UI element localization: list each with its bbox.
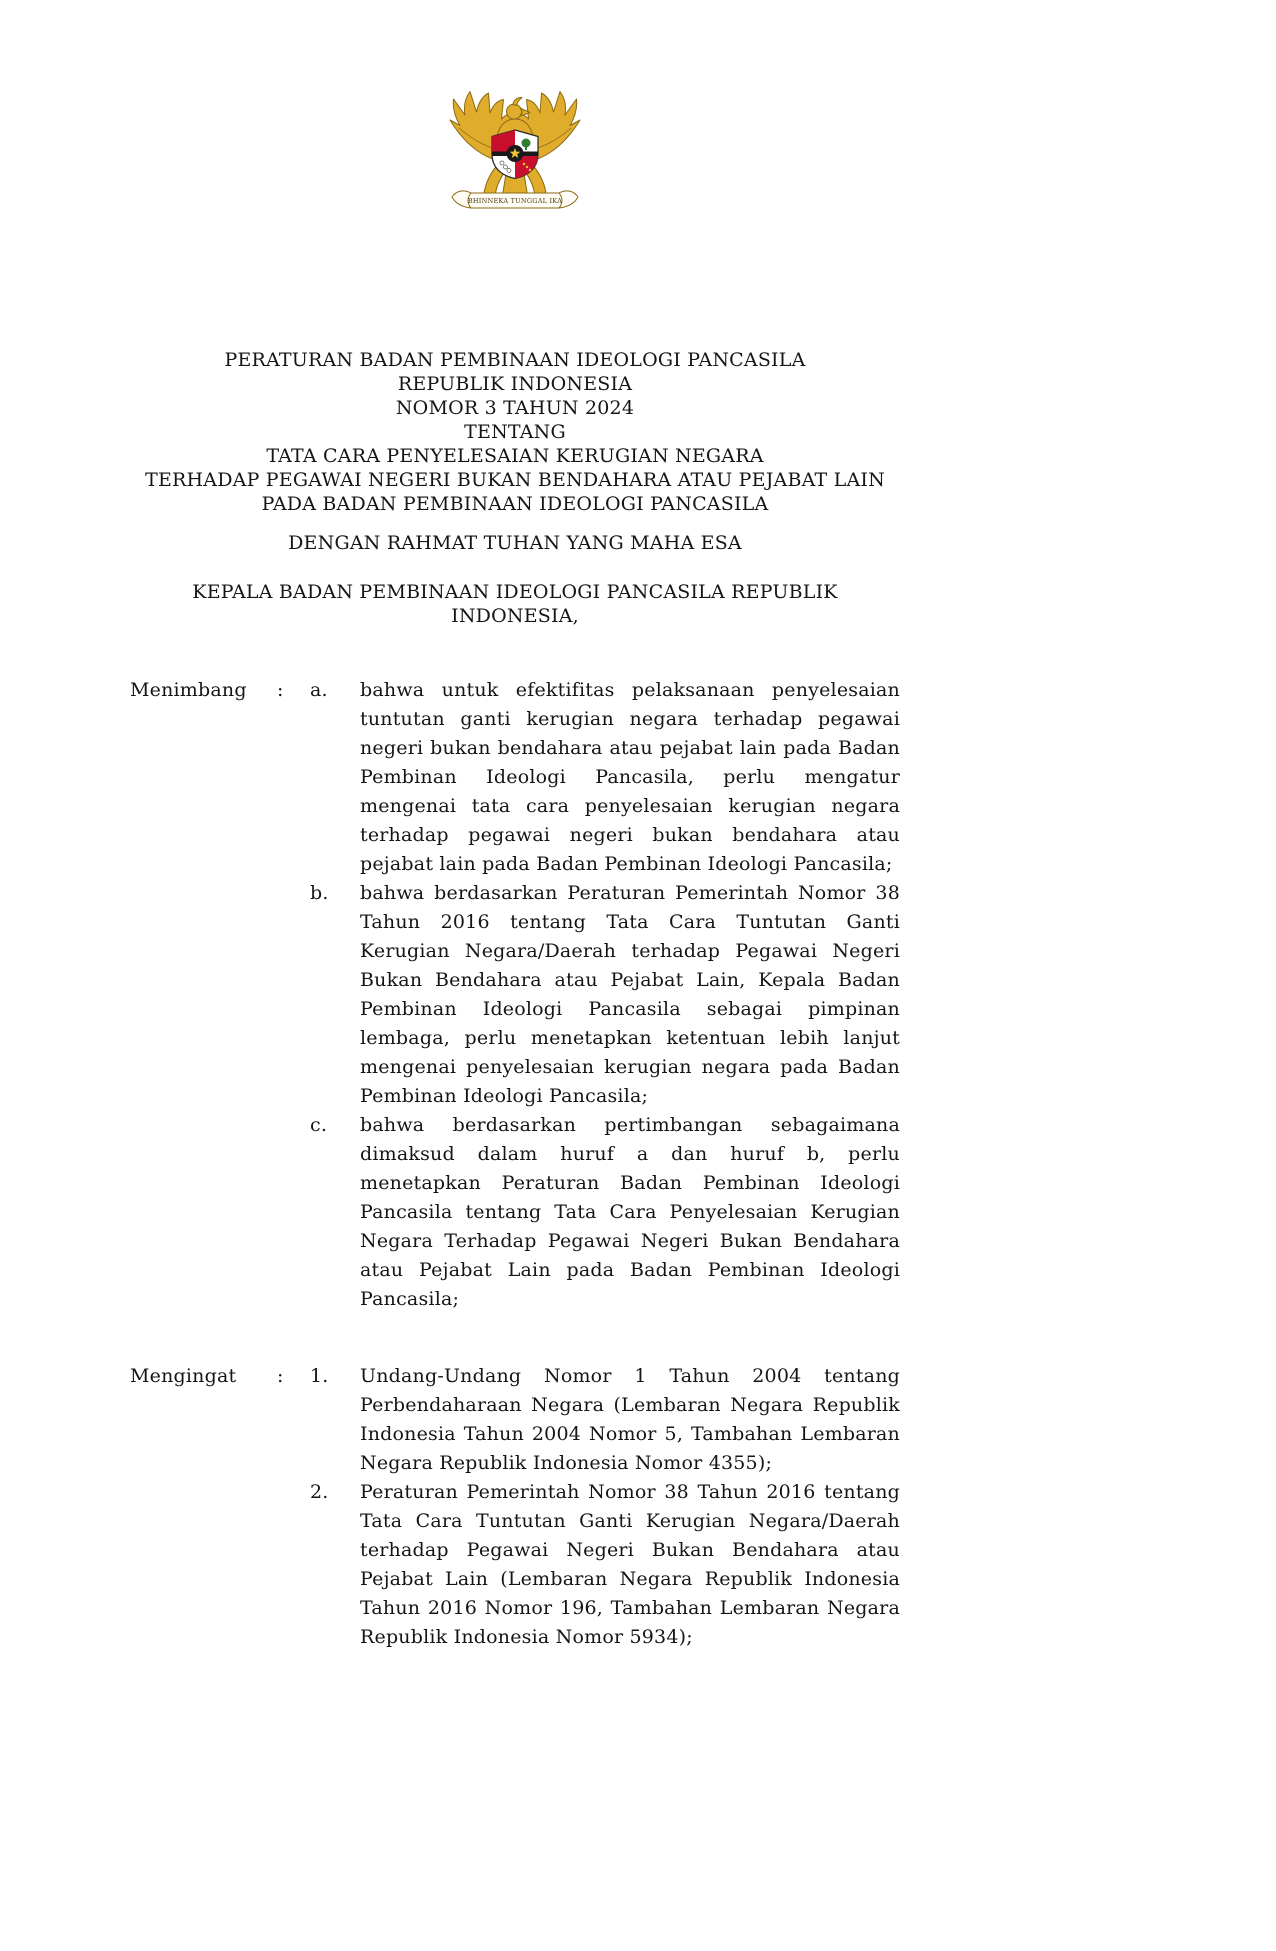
title-line: TENTANG: [464, 421, 566, 443]
menimbang-item-b: [130, 879, 900, 1111]
mengingat-item-2: [130, 1478, 900, 1652]
title-line: NOMOR 3 TAHUN 2024: [395, 397, 635, 419]
item-text: bahwa berdasarkan pertimbangan sebagaimana dimaksud dalam huruf a dan huruf b, perlu menetapkan Peraturan Badan Pembinan Ideologi Pancasila tentang Tata Cara Penyelesaian Kerugian Negara Terhadap Pegawai Negeri Bukan Bendahara atau Pejabat Lain pada Badan Pembinan Ideologi Pancasila;: [360, 1114, 900, 1310]
title-line: REPUBLIK INDONESIA: [397, 373, 633, 395]
item-marker: 1.: [310, 1365, 329, 1387]
item-text: Peraturan Pemerintah Nomor 38 Tahun 2016 tentang Tata Cara Tuntutan Ganti Kerugian Negara/Daerah terhadap Pegawai Negeri Bukan Bendahara atau Pejabat Lain (Lembaran Negara Republik Indonesia Tahun 2016 Nomor 196, Tambahan Lembaran Negara Republik Indonesia Nomor 5934);: [360, 1481, 900, 1648]
menimbang-item-a: [130, 676, 900, 879]
document-title-block: [130, 348, 900, 516]
section-label: Menimbang: [130, 679, 247, 701]
mengingat-item-1: [130, 1362, 900, 1478]
emblem-container: [130, 88, 900, 238]
head-crest-icon: [513, 97, 522, 105]
item-marker: 2.: [310, 1481, 329, 1503]
section-menimbang: [130, 676, 900, 1314]
regulation-document-page: [130, 0, 900, 1652]
banyan-trunk-icon: [525, 146, 527, 150]
emblem-motto-text: BHINNEKA TUNGGAL IKA: [467, 197, 563, 205]
invocation-line: DENGAN RAHMAT TUHAN YANG MAHA ESA: [288, 532, 742, 554]
item-marker: a.: [310, 679, 328, 701]
item-marker: b.: [310, 882, 329, 904]
section-label: Mengingat: [130, 1365, 237, 1387]
garuda-head-icon: [507, 104, 522, 119]
title-line: TATA CARA PENYELESAIAN KERUGIAN NEGARA: [266, 445, 764, 467]
banner-ribbon: [452, 191, 578, 208]
title-line: PADA BADAN PEMBINAAN IDEOLOGI PANCASILA: [261, 493, 769, 515]
item-marker: c.: [310, 1114, 328, 1136]
item-text: bahwa berdasarkan Peraturan Pemerintah Nomor 38 Tahun 2016 tentang Tata Cara Tuntutan Ganti Kerugian Negara/Daerah terhadap Pegawai Negeri Bukan Bendahara atau Pejabat Lain, Kepala Badan Pembinan Ideologi Pancasila sebagai pimpinan lembaga, perlu menetapkan ketentuan lebih lanjut mengenai penyelesaian kerugian negara pada Badan Pembinan Ideologi Pancasila;: [360, 882, 900, 1107]
section-mengingat: [130, 1362, 900, 1652]
item-text: bahwa untuk efektifitas pelaksanaan penyelesaian tuntutan ganti kerugian negara terhadap pegawai negeri bukan bendahara atau pejabat lain pada Badan Pembinan Ideologi Pancasila, perlu mengatur mengenai tata cara penyelesaian kerugian negara terhadap pegawai negeri bukan bendahara atau pejabat lain pada Badan Pembinan Ideologi Pancasila;: [360, 679, 900, 875]
menimbang-item-c: [130, 1111, 900, 1314]
title-line: PERATURAN BADAN PEMBINAAN IDEOLOGI PANCASILA: [224, 349, 806, 371]
officer-line: KEPALA BADAN PEMBINAAN IDEOLOGI PANCASILA REPUBLIK INDONESIA,: [192, 581, 838, 627]
title-line: TERHADAP PEGAWAI NEGERI BUKAN BENDAHARA ATAU PEJABAT LAIN: [145, 469, 885, 491]
item-text: Undang-Undang Nomor 1 Tahun 2004 tentang Perbendaharaan Negara (Lembaran Negara Republik Indonesia Tahun 2004 Nomor 5, Tambahan Lembaran Negara Republik Indonesia Nomor 4355);: [360, 1365, 900, 1474]
garuda-pancasila-emblem: [440, 88, 590, 238]
section-colon: :: [277, 679, 284, 701]
section-colon: :: [277, 1365, 284, 1387]
